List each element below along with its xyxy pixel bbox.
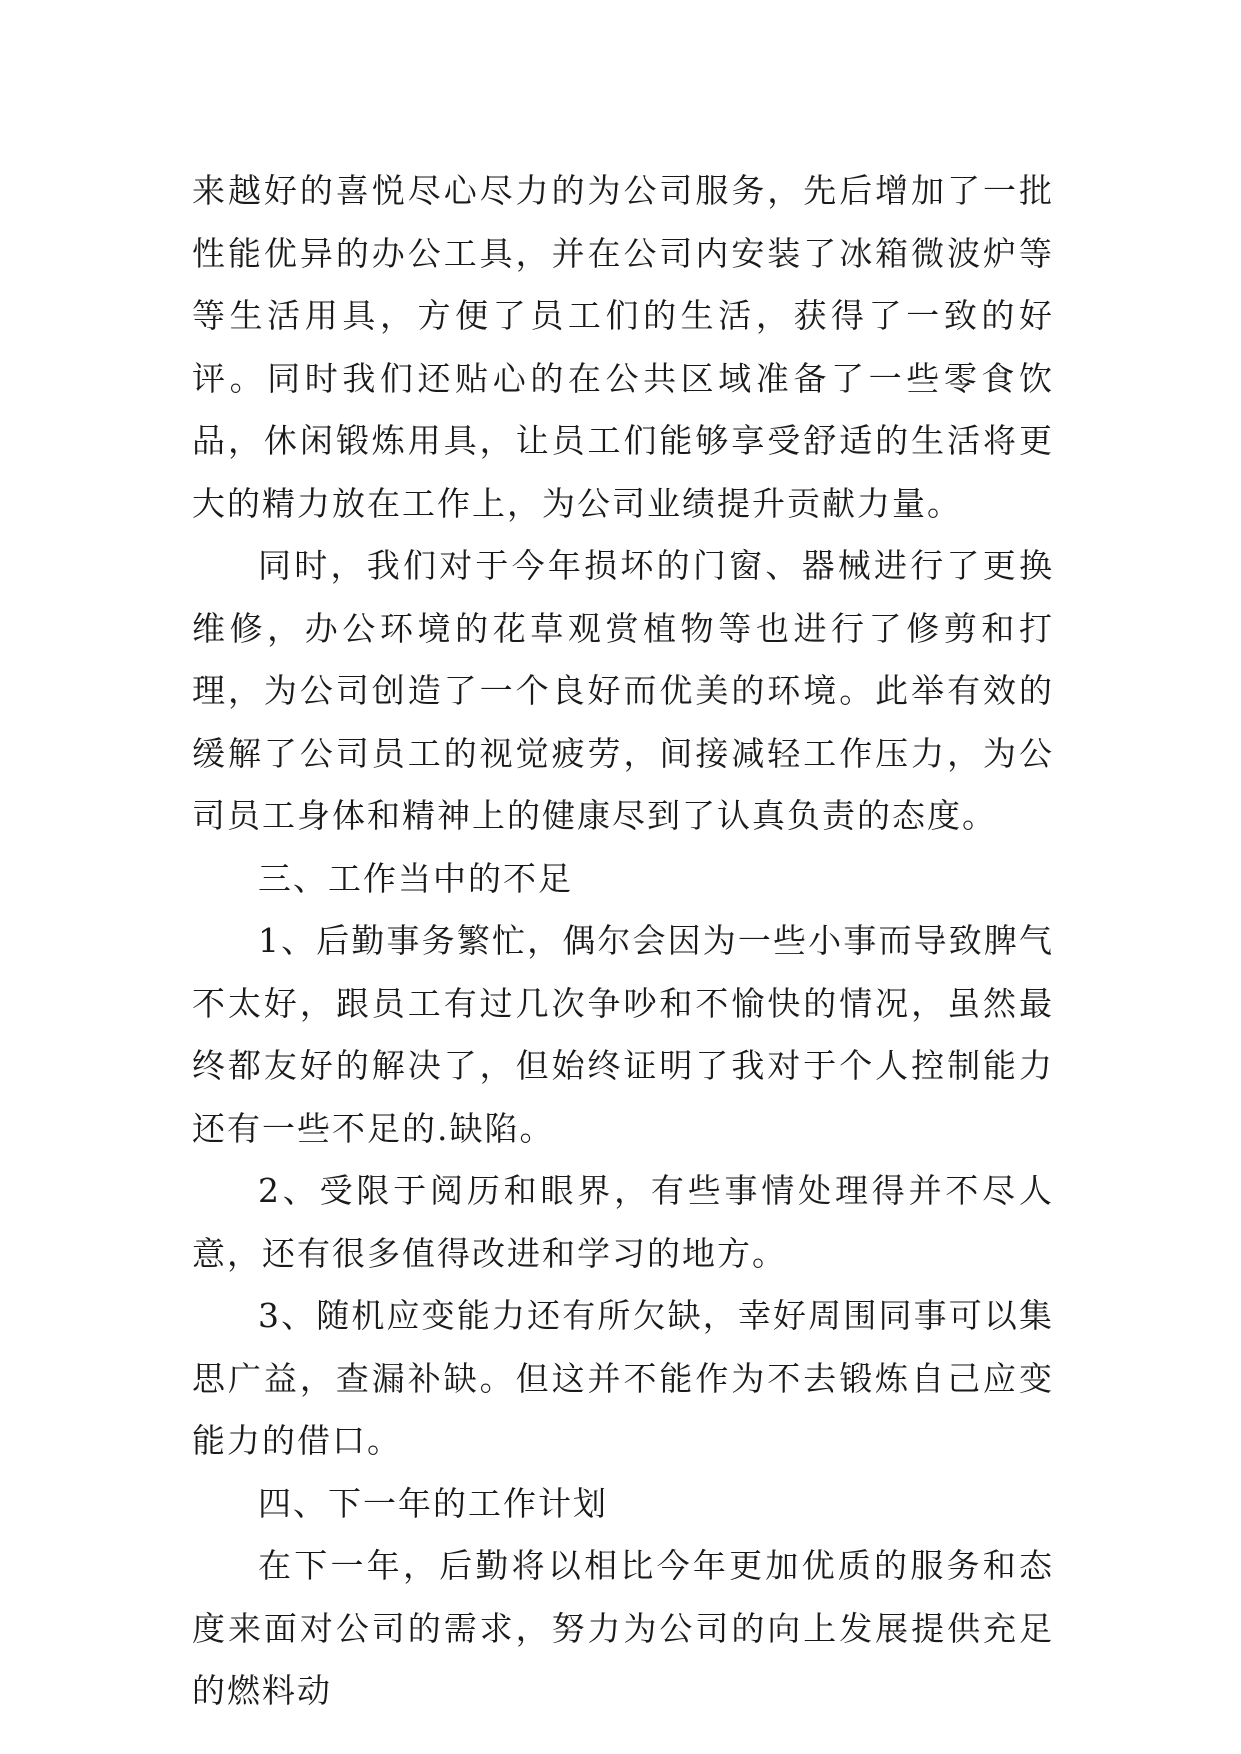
- list-item-3: 3、随机应变能力还有所欠缺，幸好周围同事可以集思广益，查漏补缺。但这并不能作为不去锻炼自己应变能力的借口。: [192, 1296, 1054, 1460]
- list-item-2: 2、受限于阅历和眼界，有些事情处理得并不尽人意，还有很多值得改进和学习的地方。: [192, 1171, 1054, 1273]
- paragraph-2: 同时，我们对于今年损坏的门窗、器械进行了更换维修，办公环境的花草观赏植物等也进行了修剪和打理，为公司创造了一个良好而优美的环境。此举有效的缓解了公司员工的视觉疲劳，间接减轻工作压力，为公司员工身体和精神上的健康尽到了认真负责的态度。: [192, 546, 1054, 835]
- section-heading-4: 四、下一年的工作计划: [258, 1483, 608, 1523]
- section-heading-3: 三、工作当中的不足: [258, 858, 573, 898]
- list-item-1: 1、后勤事务繁忙，偶尔会因为一些小事而导致脾气不太好，跟员工有过几次争吵和不愉快的情况，虽然最终都友好的解决了，但始终证明了我对于个人控制能力还有一些不足的.缺陷。: [192, 921, 1054, 1148]
- paragraph-1: 来越好的喜悦尽心尽力的为公司服务，先后增加了一批性能优异的办公工具，并在公司内安装了冰箱微波炉等等生活用具，方便了员工们的生活，获得了一致的好评。同时我们还贴心的在公共区域准备了一些零食饮品，休闲锻炼用具，让员工们能够享受舒适的生活将更大的精力放在工作上，为公司业绩提升贡献力量。: [192, 171, 1054, 523]
- document-body: [192, 160, 1054, 1723]
- paragraph-last: 在下一年，后勤将以相比今年更加优质的服务和态度来面对公司的需求，努力为公司的向上发展提供充足的燃料动: [192, 1546, 1054, 1710]
